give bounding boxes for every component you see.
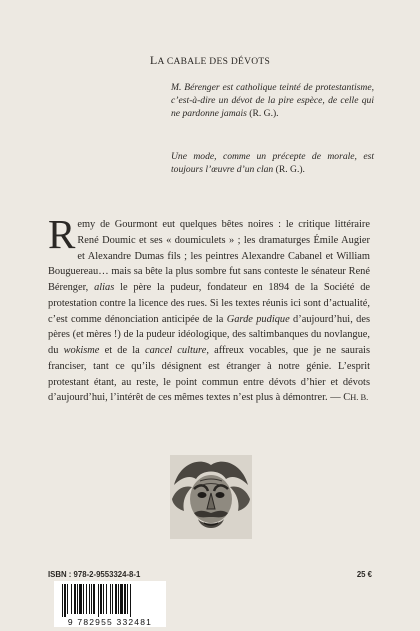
epigraph-attribution: (R. G.). — [249, 108, 279, 120]
epigraph-attribution: (R. G.). — [275, 164, 305, 176]
isbn: ISBN : 978-2-9553324-8-1 — [48, 570, 141, 579]
barcode — [54, 581, 166, 627]
epigraph-quote: M. Bérenger est catholique teinté de protestantisme, c’est-à-dire un dévot de la pire espèce, de celle qui ne pardonne jamais — [171, 82, 374, 120]
epigraph-quote: Une mode, comme un précepte de morale, est toujours l’œuvre d’un clan — [171, 151, 374, 176]
book-title: LA CABALE DES DÉVOTS — [149, 53, 271, 67]
author-signature: CH. B. — [343, 392, 369, 404]
epigraph-1 — [171, 81, 374, 121]
blurb-text: Remy de Gourmont eut quelques bêtes noires : le critique littéraire René Doumic et ses « doumiculets » ; les dramaturges Émile Augier et Alexandre Dumas fils ; les peintres Alexandre Cabanel et William Bouguereau… mais sa bête la plus sombre fut sans conteste le sénateur René Bérenger, alias le père la pudeur, fondateur en 1894 de la Société de protestation contre la licence des rues. Si les textes réunis ici sont d’actualité, c’est comme dénonciation anticipée de la Garde pudique d’aujourd’hui, des pères (et mères !) de la pudeur idéologique, des saltimbanques du novlangue, du wokisme et de la cancel culture, affreux vocables, que je ne saurais franciser, tant ce qu’ils désignent est étranger à notre génie. L’esprit protestant étant, au reste, le point commun entre dévots d’hier et dévots d’aujourd’hui, l’intérêt de ces mêmes textes n’est plus à démontrer. — CH. B. — [48, 211, 370, 404]
grotesque-mask-icon — [170, 455, 252, 539]
barcode-bars — [54, 581, 166, 617]
price: 25 € — [356, 570, 372, 579]
drop-cap: R — [48, 211, 76, 257]
barcode-digits: 9 782955 332481 — [67, 617, 153, 627]
epigraph-2 — [171, 150, 374, 176]
isbn-line — [48, 570, 372, 579]
